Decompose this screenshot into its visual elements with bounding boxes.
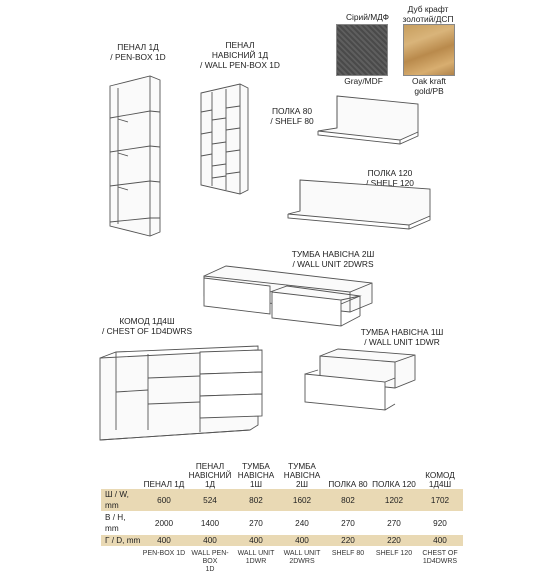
wall-unit-1-drawing xyxy=(305,349,415,410)
header-wall-unit-2: ТУМБА НАВІСНА 2Ш xyxy=(283,462,321,489)
pen-box-label: ПЕНАЛ 1Д / PEN-BOX 1D xyxy=(110,42,166,62)
table-cell: 400 xyxy=(417,535,463,547)
table-cell: 270 xyxy=(233,512,279,535)
chest-drawing xyxy=(100,346,262,440)
wall-unit-1-label: ТУМБА НАВІСНА 1Ш / WALL UNIT 1DWR xyxy=(360,327,444,347)
table-row-depth xyxy=(101,535,463,547)
row-label: Г / D, mm xyxy=(101,535,141,547)
wall-pen-box-drawing xyxy=(201,84,248,194)
table-footer-row xyxy=(101,546,463,574)
row-label: В / H, mm xyxy=(101,512,141,535)
table-cell: 920 xyxy=(417,512,463,535)
shelf-120-drawing xyxy=(288,180,430,229)
shelf-80-label: ПОЛКА 80 / SHELF 80 xyxy=(270,106,314,126)
wall-pen-box-label: ПЕНАЛ НАВІСНИЙ 1Д / WALL PEN-BOX 1D xyxy=(200,40,280,70)
header-chest: КОМОД 1Д4Ш xyxy=(425,471,455,489)
table-cell: 400 xyxy=(279,535,325,547)
gray-swatch-label-ua: Сірий/МДФ xyxy=(345,12,390,22)
header-shelf-120: ПОЛКА 120 xyxy=(372,480,416,489)
table-cell: 524 xyxy=(187,489,233,512)
header-wall-unit-1: ТУМБА НАВІСНА 1Ш xyxy=(237,462,275,489)
footer-shelf-120: SHELF 120 xyxy=(375,550,413,557)
table-row-width xyxy=(101,489,463,512)
shelf-80-drawing xyxy=(318,96,418,144)
footer-shelf-80: SHELF 80 xyxy=(331,550,365,557)
table-cell: 1602 xyxy=(279,489,325,512)
wall-unit-2-label: ТУМБА НАВІСНА 2Ш / WALL UNIT 2DWRS xyxy=(291,249,375,269)
shelf-120-label: ПОЛКА 120 / SHELF 120 xyxy=(366,168,414,188)
footer-pen-box: PEN-BOX 1D xyxy=(142,550,186,557)
pen-box-drawing xyxy=(110,76,160,236)
table-cell: 270 xyxy=(371,512,417,535)
header-pen-box: ПЕНАЛ 1Д xyxy=(143,480,185,489)
table-cell: 2000 xyxy=(141,512,187,535)
footer-wall-unit-1: WALL UNIT 1DWR xyxy=(237,550,275,565)
table-cell: 400 xyxy=(233,535,279,547)
header-shelf-80: ПОЛКА 80 xyxy=(328,480,368,489)
gray-swatch-label-en: Gray/MDF xyxy=(344,76,383,86)
table-cell: 400 xyxy=(141,535,187,547)
oak-swatch-label-ua: Дуб крафт золотий/ДСП xyxy=(402,4,454,24)
wall-unit-2-drawing xyxy=(204,266,372,326)
chest-label: КОМОД 1Д4Ш / CHEST OF 1D4DWRS xyxy=(101,316,193,336)
table-cell: 1702 xyxy=(417,489,463,512)
header-wall-pen-box: ПЕНАЛ НАВІСНИЙ 1Д xyxy=(188,462,232,489)
oak-swatch-label-en: Oak kraft gold/PB xyxy=(412,76,446,96)
table-cell: 1400 xyxy=(187,512,233,535)
table-cell: 220 xyxy=(325,535,371,547)
table-cell: 240 xyxy=(279,512,325,535)
dimensions-table xyxy=(101,462,463,574)
table-cell: 270 xyxy=(325,512,371,535)
table-cell: 220 xyxy=(371,535,417,547)
footer-chest: CHEST OF 1D4DWRS xyxy=(422,550,458,565)
row-label: Ш / W, mm xyxy=(101,489,141,512)
footer-wall-unit-2: WALL UNIT 2DWRS xyxy=(283,550,321,565)
table-cell: 802 xyxy=(233,489,279,512)
table-cell: 400 xyxy=(187,535,233,547)
table-cell: 1202 xyxy=(371,489,417,512)
footer-wall-pen-box: WALL PEN-BOX 1D xyxy=(191,550,229,573)
table-cell: 600 xyxy=(141,489,187,512)
table-cell: 802 xyxy=(325,489,371,512)
table-row-height xyxy=(101,512,463,535)
table-header-row xyxy=(101,462,463,489)
